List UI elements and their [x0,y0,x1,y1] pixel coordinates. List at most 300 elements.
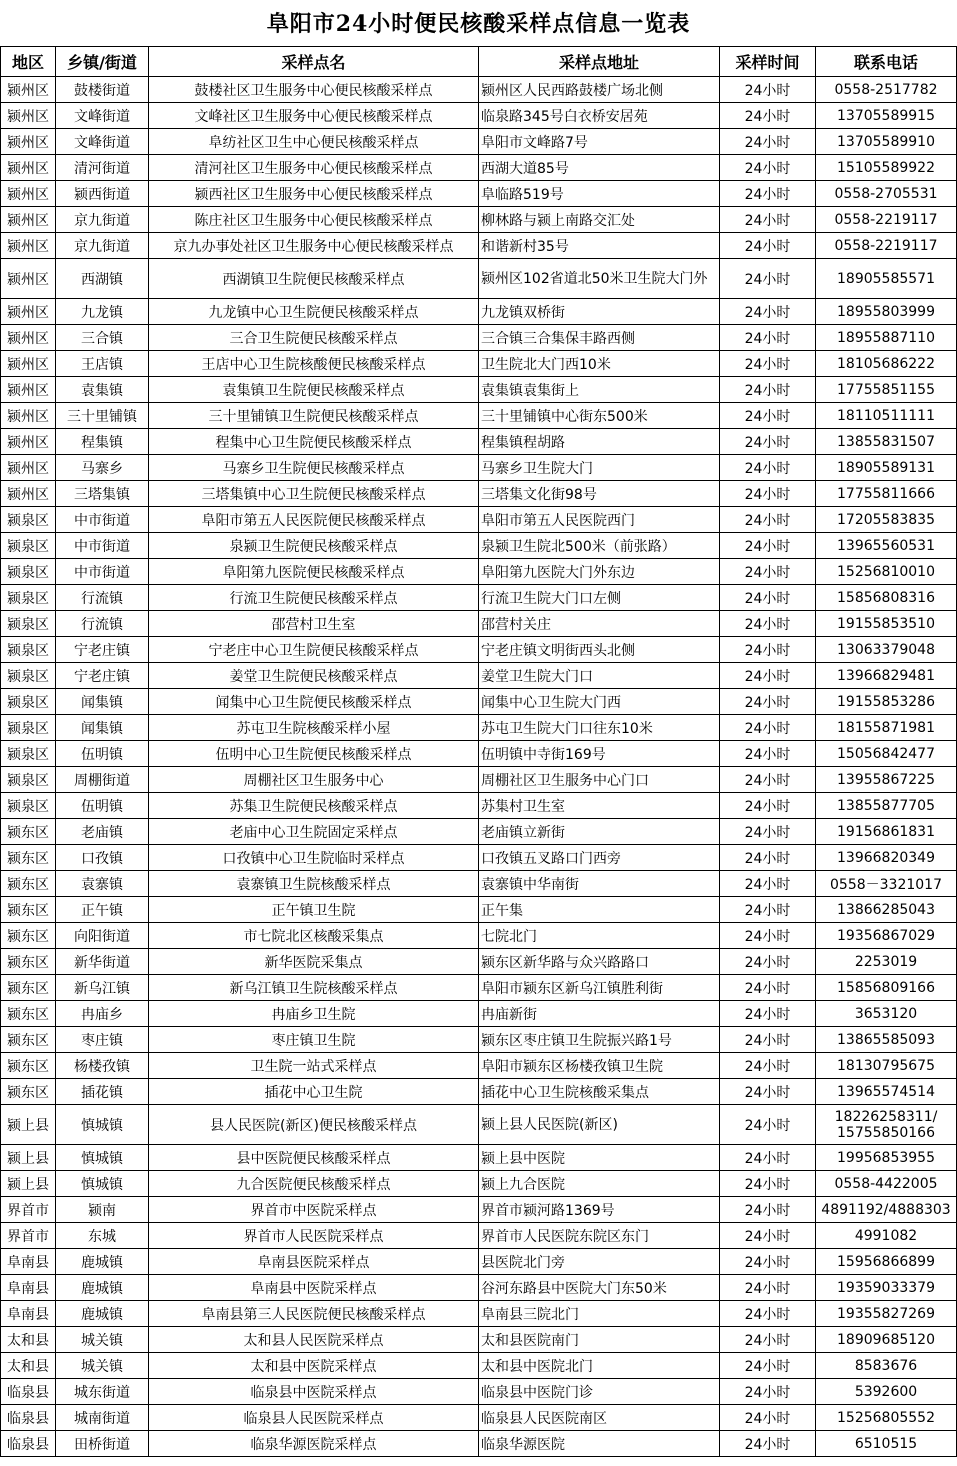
cell-site-name: 姜堂卫生院便民核酸采样点 [149,663,479,689]
cell-town: 慎城镇 [56,1145,149,1171]
cell-address: 邵营村关庄 [479,611,720,637]
cell-phone: 13705589910 [816,129,957,155]
cell-region: 颍州区 [1,325,56,351]
cell-phone: 19356867029 [816,923,957,949]
cell-town: 东城 [56,1223,149,1249]
cell-region: 颍东区 [1,1027,56,1053]
cell-address: 三合镇三合集保丰路西侧 [479,325,720,351]
table-row [1,481,957,507]
cell-town: 城东街道 [56,1379,149,1405]
cell-phone: 13865585093 [816,1027,957,1053]
cell-address: 阜阳市文峰路7号 [479,129,720,155]
cell-town: 向阳街道 [56,923,149,949]
cell-address: 颍上县人民医院(新区) [479,1105,720,1145]
cell-address: 姜堂卫生院大门口 [479,663,720,689]
table-row [1,637,957,663]
cell-phone: 18955803999 [816,299,957,325]
cell-site-name: 太和县人民医院采样点 [149,1327,479,1353]
cell-time: 24小时 [720,533,816,559]
cell-phone: 17755851155 [816,377,957,403]
cell-site-name: 卫生院一站式采样点 [149,1053,479,1079]
cell-time: 24小时 [720,1431,816,1457]
cell-site-name: 阜南县中医院采样点 [149,1275,479,1301]
header-region: 地区 [1,47,56,77]
cell-town: 京九街道 [56,233,149,259]
cell-phone: 5392600 [816,1379,957,1405]
cell-phone: 15956866899 [816,1249,957,1275]
cell-region: 颍泉区 [1,611,56,637]
cell-town: 鼓楼街道 [56,77,149,103]
cell-site-name: 三塔集镇中心卫生院便民核酸采样点 [149,481,479,507]
cell-region: 阜南县 [1,1249,56,1275]
table-row [1,1001,957,1027]
table-row [1,793,957,819]
cell-town: 中市街道 [56,507,149,533]
cell-phone: 18155871981 [816,715,957,741]
cell-address: 太和县中医院北门 [479,1353,720,1379]
cell-phone: 0558-4422005 [816,1171,957,1197]
cell-phone: 13855877705 [816,793,957,819]
cell-site-name: 太和县中医院采样点 [149,1353,479,1379]
cell-time: 24小时 [720,949,816,975]
cell-region: 颍泉区 [1,585,56,611]
cell-phone: 19956853955 [816,1145,957,1171]
cell-time: 24小时 [720,507,816,533]
cell-phone: 17755811666 [816,481,957,507]
cell-time: 24小时 [720,325,816,351]
cell-phone: 15856808316 [816,585,957,611]
cell-address: 阜阳第九医院大门外东边 [479,559,720,585]
cell-address: 颍州区102省道北50米卫生院大门外 [479,259,720,299]
cell-time: 24小时 [720,1223,816,1249]
cell-phone: 19359033379 [816,1275,957,1301]
cell-time: 24小时 [720,715,816,741]
cell-town: 新华街道 [56,949,149,975]
cell-phone: 15105589922 [816,155,957,181]
cell-time: 24小时 [720,455,816,481]
cell-address: 宁老庄镇文明街西头北侧 [479,637,720,663]
cell-address: 临泉路345号白衣桥安居苑 [479,103,720,129]
cell-site-name: 行流卫生院便民核酸采样点 [149,585,479,611]
cell-town: 新乌江镇 [56,975,149,1001]
cell-town: 鹿城镇 [56,1275,149,1301]
cell-time: 24小时 [720,1275,816,1301]
cell-phone: 15256810010 [816,559,957,585]
cell-region: 颍州区 [1,377,56,403]
cell-town: 颍南 [56,1197,149,1223]
cell-region: 颍泉区 [1,793,56,819]
cell-region: 颍泉区 [1,741,56,767]
cell-region: 临泉县 [1,1431,56,1457]
cell-phone: 19155853510 [816,611,957,637]
cell-region: 颍东区 [1,949,56,975]
cell-site-name: 阜南县第三人民医院便民核酸采样点 [149,1301,479,1327]
cell-address: 口孜镇五叉路口门西旁 [479,845,720,871]
cell-time: 24小时 [720,1301,816,1327]
cell-address: 县医院北门旁 [479,1249,720,1275]
cell-address: 颍上县中医院 [479,1145,720,1171]
cell-time: 24小时 [720,845,816,871]
table-row [1,259,957,299]
cell-site-name: 周棚社区卫生服务中心 [149,767,479,793]
cell-time: 24小时 [720,259,816,299]
table-row [1,1249,957,1275]
table-row [1,533,957,559]
cell-town: 西湖镇 [56,259,149,299]
table-row [1,559,957,585]
cell-site-name: 冉庙乡卫生院 [149,1001,479,1027]
table-row [1,1145,957,1171]
cell-region: 颍东区 [1,923,56,949]
cell-town: 鹿城镇 [56,1249,149,1275]
header-address: 采样点地址 [479,47,720,77]
cell-region: 颍泉区 [1,507,56,533]
table-row [1,155,957,181]
cell-time: 24小时 [720,129,816,155]
table-row [1,1197,957,1223]
table-row [1,129,957,155]
table-row [1,871,957,897]
cell-phone: 18909685120 [816,1327,957,1353]
cell-time: 24小时 [720,1105,816,1145]
table-row [1,1353,957,1379]
cell-site-name: 九合医院便民核酸采样点 [149,1171,479,1197]
cell-region: 太和县 [1,1327,56,1353]
cell-region: 颍上县 [1,1171,56,1197]
cell-address: 闻集中心卫生院大门西 [479,689,720,715]
cell-site-name: 陈庄社区卫生服务中心便民核酸采样点 [149,207,479,233]
cell-phone: 19156861831 [816,819,957,845]
cell-address: 阜临路519号 [479,181,720,207]
cell-site-name: 三合卫生院便民核酸采样点 [149,325,479,351]
cell-town: 慎城镇 [56,1105,149,1145]
cell-time: 24小时 [720,871,816,897]
cell-address: 七院北门 [479,923,720,949]
cell-time: 24小时 [720,923,816,949]
cell-town: 城关镇 [56,1353,149,1379]
table-row [1,585,957,611]
cell-region: 颍州区 [1,481,56,507]
table-row [1,1431,957,1457]
cell-address: 颍东区枣庄镇卫生院振兴路1号 [479,1027,720,1053]
cell-site-name: 新华医院采集点 [149,949,479,975]
cell-town: 插花镇 [56,1079,149,1105]
cell-site-name: 阜南县医院采样点 [149,1249,479,1275]
table-row [1,77,957,103]
table-row [1,1301,957,1327]
cell-phone: 4891192/4888303 [816,1197,957,1223]
cell-phone: 13965560531 [816,533,957,559]
cell-address: 行流卫生院大门口左侧 [479,585,720,611]
cell-region: 颍东区 [1,897,56,923]
cell-region: 颍东区 [1,845,56,871]
cell-region: 颍东区 [1,975,56,1001]
table-row [1,377,957,403]
page-title: 阜阳市24小时便民核酸采样点信息一览表 [266,11,691,37]
table-row [1,1079,957,1105]
cell-time: 24小时 [720,1379,816,1405]
cell-region: 颍州区 [1,455,56,481]
table-row [1,299,957,325]
cell-address: 颍东区新华路与众兴路路口 [479,949,720,975]
cell-time: 24小时 [720,403,816,429]
cell-region: 界首市 [1,1197,56,1223]
cell-time: 24小时 [720,1171,816,1197]
cell-phone: 19355827269 [816,1301,957,1327]
cell-town: 慎城镇 [56,1171,149,1197]
cell-phone: 13965574514 [816,1079,957,1105]
table-row [1,663,957,689]
cell-phone: 18110511111 [816,403,957,429]
cell-town: 袁寨镇 [56,871,149,897]
cell-address: 阜阳市第五人民医院西门 [479,507,720,533]
cell-time: 24小时 [720,559,816,585]
cell-phone: 13955867225 [816,767,957,793]
cell-phone: 2253019 [816,949,957,975]
cell-address: 颍州区人民西路鼓楼广场北侧 [479,77,720,103]
cell-phone: 18226258311/ 15755850166 [816,1105,957,1145]
cell-address: 界首市人民医院东院区东门 [479,1223,720,1249]
cell-town: 枣庄镇 [56,1027,149,1053]
cell-phone: 13855831507 [816,429,957,455]
cell-site-name: 闻集中心卫生院便民核酸采样点 [149,689,479,715]
cell-phone: 8583676 [816,1353,957,1379]
cell-phone: 18955887110 [816,325,957,351]
cell-phone: 6510515 [816,1431,957,1457]
cell-address: 谷河东路县中医院大门东50米 [479,1275,720,1301]
cell-site-name: 阜阳市第五人民医院便民核酸采样点 [149,507,479,533]
table-row [1,1405,957,1431]
cell-phone: 0558-2517782 [816,77,957,103]
cell-address: 伍明镇中寺街169号 [479,741,720,767]
cell-site-name: 袁集镇卫生院便民核酸采样点 [149,377,479,403]
cell-region: 临泉县 [1,1379,56,1405]
cell-phone: 0558-2705531 [816,181,957,207]
sampling-sites-table [0,46,957,1457]
cell-region: 颍州区 [1,129,56,155]
cell-region: 太和县 [1,1353,56,1379]
cell-site-name: 邵营村卫生室 [149,611,479,637]
cell-site-name: 马寨乡卫生院便民核酸采样点 [149,455,479,481]
cell-region: 颍州区 [1,77,56,103]
cell-site-name: 界首市中医院采样点 [149,1197,479,1223]
cell-site-name: 泉颍卫生院便民核酸采样点 [149,533,479,559]
cell-time: 24小时 [720,689,816,715]
cell-address: 苏屯卫生院大门口往东10米 [479,715,720,741]
cell-time: 24小时 [720,1145,816,1171]
cell-site-name: 鼓楼社区卫生服务中心便民核酸采样点 [149,77,479,103]
cell-address: 阜阳市颍东区新乌江镇胜利街 [479,975,720,1001]
cell-phone: 13966829481 [816,663,957,689]
cell-town: 伍明镇 [56,793,149,819]
cell-region: 颍州区 [1,181,56,207]
cell-phone: 13866285043 [816,897,957,923]
cell-site-name: 口孜镇中心卫生院临时采样点 [149,845,479,871]
cell-address: 阜阳市颍东区杨楼孜镇卫生院 [479,1053,720,1079]
cell-town: 三塔集镇 [56,481,149,507]
cell-address: 周棚社区卫生服务中心门口 [479,767,720,793]
cell-site-name: 文峰社区卫生服务中心便民核酸采样点 [149,103,479,129]
cell-address: 泉颍卫生院北500米（前张路） [479,533,720,559]
header-town: 乡镇/街道 [56,47,149,77]
cell-time: 24小时 [720,233,816,259]
cell-site-name: 宁老庄中心卫生院便民核酸采样点 [149,637,479,663]
cell-time: 24小时 [720,897,816,923]
cell-phone: 0558－3321017 [816,871,957,897]
cell-site-name: 程集中心卫生院便民核酸采样点 [149,429,479,455]
cell-phone: 15856809166 [816,975,957,1001]
cell-phone: 18905585571 [816,259,957,299]
cell-region: 颍州区 [1,207,56,233]
cell-town: 宁老庄镇 [56,663,149,689]
cell-town: 伍明镇 [56,741,149,767]
cell-region: 颍泉区 [1,663,56,689]
cell-address: 柳林路与颍上南路交汇处 [479,207,720,233]
cell-town: 城南街道 [56,1405,149,1431]
cell-site-name: 西湖镇卫生院便民核酸采样点 [149,259,479,299]
cell-phone: 3653120 [816,1001,957,1027]
cell-time: 24小时 [720,1001,816,1027]
cell-site-name: 阜阳第九医院便民核酸采样点 [149,559,479,585]
table-row [1,1223,957,1249]
table-row [1,897,957,923]
cell-site-name: 县人民医院(新区)便民核酸采样点 [149,1105,479,1145]
table-row [1,949,957,975]
cell-region: 阜南县 [1,1301,56,1327]
table-row [1,611,957,637]
cell-site-name: 县中医院便民核酸采样点 [149,1145,479,1171]
cell-site-name: 袁寨镇卫生院核酸采样点 [149,871,479,897]
cell-region: 颍州区 [1,403,56,429]
cell-phone: 13705589915 [816,103,957,129]
cell-town: 鹿城镇 [56,1301,149,1327]
cell-site-name: 老庙中心卫生院固定采样点 [149,819,479,845]
cell-town: 行流镇 [56,611,149,637]
cell-address: 马寨乡卫生院大门 [479,455,720,481]
cell-site-name: 阜纺社区卫生中心便民核酸采样点 [149,129,479,155]
header-phone: 联系电话 [816,47,957,77]
cell-town: 袁集镇 [56,377,149,403]
table-row [1,819,957,845]
cell-town: 颍西街道 [56,181,149,207]
cell-phone: 17205583835 [816,507,957,533]
cell-town: 三合镇 [56,325,149,351]
cell-site-name: 九龙镇中心卫生院便民核酸采样点 [149,299,479,325]
table-row [1,507,957,533]
cell-site-name: 苏屯卫生院核酸采样小屋 [149,715,479,741]
cell-address: 界首市颍河路1369号 [479,1197,720,1223]
cell-time: 24小时 [720,1027,816,1053]
cell-site-name: 王店中心卫生院核酸便民核酸采样点 [149,351,479,377]
cell-address: 临泉县人民医院南区 [479,1405,720,1431]
cell-time: 24小时 [720,1197,816,1223]
table-row [1,741,957,767]
table-row [1,403,957,429]
cell-time: 24小时 [720,975,816,1001]
cell-phone: 0558-2219117 [816,233,957,259]
cell-phone: 4991082 [816,1223,957,1249]
cell-phone: 13063379048 [816,637,957,663]
cell-region: 颍泉区 [1,637,56,663]
cell-town: 九龙镇 [56,299,149,325]
cell-site-name: 界首市人民医院采样点 [149,1223,479,1249]
cell-time: 24小时 [720,767,816,793]
cell-region: 颍泉区 [1,715,56,741]
table-row [1,351,957,377]
cell-time: 24小时 [720,77,816,103]
cell-address: 袁寨镇中华南街 [479,871,720,897]
cell-site-name: 三十里铺镇卫生院便民核酸采样点 [149,403,479,429]
cell-region: 界首市 [1,1223,56,1249]
cell-phone: 15256805552 [816,1405,957,1431]
cell-address: 插花中心卫生院核酸采集点 [479,1079,720,1105]
cell-town: 正午镇 [56,897,149,923]
cell-region: 颍州区 [1,299,56,325]
cell-town: 中市街道 [56,559,149,585]
cell-time: 24小时 [720,793,816,819]
table-row [1,455,957,481]
table-row [1,1379,957,1405]
table-row [1,923,957,949]
cell-town: 行流镇 [56,585,149,611]
cell-time: 24小时 [720,103,816,129]
cell-address: 三十里铺镇中心街东500米 [479,403,720,429]
cell-town: 文峰街道 [56,129,149,155]
cell-region: 阜南县 [1,1275,56,1301]
header-site-name: 采样点名 [149,47,479,77]
cell-town: 清河街道 [56,155,149,181]
cell-town: 周棚街道 [56,767,149,793]
cell-address: 临泉华源医院 [479,1431,720,1457]
table-row [1,767,957,793]
cell-phone: 13966820349 [816,845,957,871]
table-row [1,1105,957,1145]
table-row [1,1053,957,1079]
cell-phone: 18105686222 [816,351,957,377]
table-row [1,233,957,259]
cell-town: 王店镇 [56,351,149,377]
cell-time: 24小时 [720,207,816,233]
cell-phone: 15056842477 [816,741,957,767]
cell-time: 24小时 [720,741,816,767]
table-header-row [1,47,957,77]
cell-region: 颍州区 [1,155,56,181]
cell-address: 颍上九合医院 [479,1171,720,1197]
cell-region: 颍州区 [1,259,56,299]
cell-site-name: 临泉县中医院采样点 [149,1379,479,1405]
table-row [1,103,957,129]
table-row [1,181,957,207]
cell-site-name: 正午镇卫生院 [149,897,479,923]
cell-time: 24小时 [720,155,816,181]
cell-time: 24小时 [720,611,816,637]
header-time: 采样时间 [720,47,816,77]
cell-address: 和谐新村35号 [479,233,720,259]
cell-address: 卫生院北大门西10米 [479,351,720,377]
cell-region: 颍上县 [1,1145,56,1171]
cell-town: 三十里铺镇 [56,403,149,429]
cell-time: 24小时 [720,1405,816,1431]
cell-region: 颍泉区 [1,533,56,559]
cell-site-name: 枣庄镇卫生院 [149,1027,479,1053]
cell-phone: 18905589131 [816,455,957,481]
cell-time: 24小时 [720,819,816,845]
table-row [1,1275,957,1301]
table-row [1,845,957,871]
cell-region: 颍州区 [1,429,56,455]
cell-address: 程集镇程胡路 [479,429,720,455]
cell-region: 颍州区 [1,233,56,259]
